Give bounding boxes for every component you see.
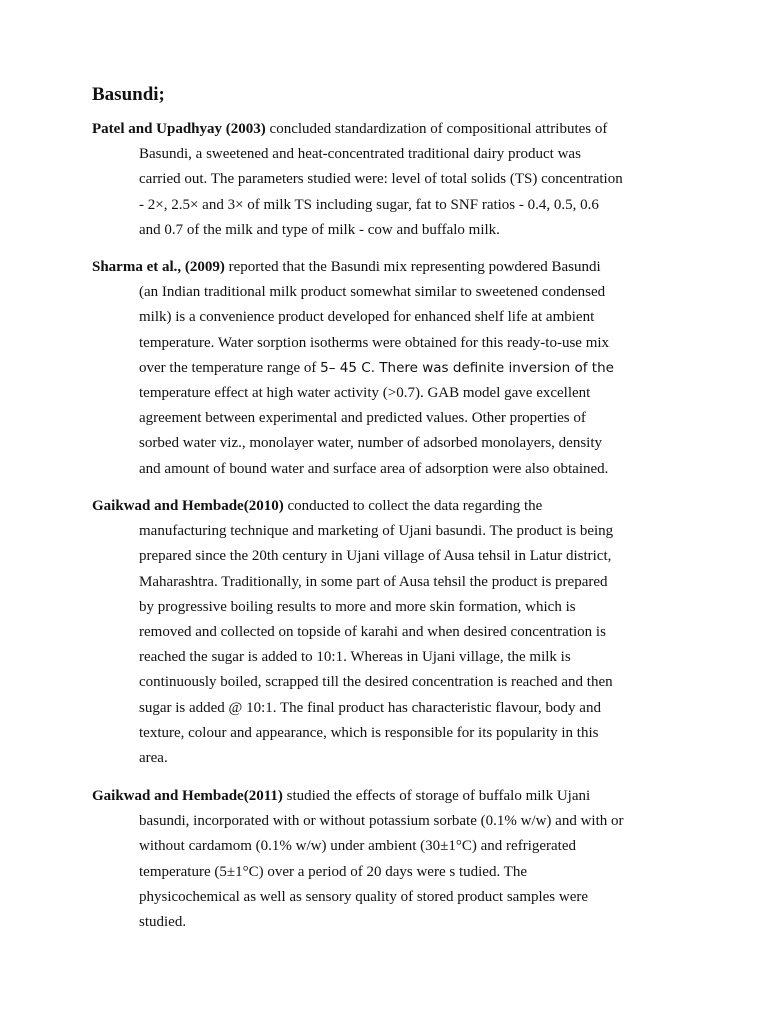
paragraph-line: physicochemical as well as sensory quality of stored product samples were [139, 888, 589, 905]
paragraph-line [92, 784, 652, 809]
paragraph-line: manufacturing technique and marketing of Ujani basundi. The product is being [139, 523, 614, 540]
paragraph-line: sorbed water viz., monolayer water, number of adsorbed monolayers, density [139, 435, 603, 452]
paragraph-line: prepared since the 20th century in Ujani village of Ausa tehsil in Latur district, [139, 548, 612, 565]
paragraph-line [92, 117, 652, 142]
paragraph-line: (an Indian traditional milk product somewhat similar to sweetened condensed [139, 284, 606, 301]
paragraph-line [92, 356, 652, 381]
paragraph-line: removed and collected on topside of karahi and when desired concentration is [139, 623, 606, 640]
paragraph-line: without cardamom (0.1% w/w) under ambient (30±1°C) and refrigerated [139, 838, 577, 855]
paragraph-gaikwad-hembade-2011 [92, 784, 652, 935]
paragraph-patel-upadhyay [92, 117, 652, 243]
paragraph-gaikwad-hembade-2010 [92, 494, 652, 771]
line-text: reported that the Basundi mix representing powdered Basundi [224, 259, 601, 275]
paragraph-line: temperature. Water sorption isotherms were obtained for this ready-to-use mix [139, 334, 610, 351]
paragraph-line: temperature (5±1°C) over a period of 20 days were s tudied. The [139, 863, 527, 880]
paragraph-line: Basundi, a sweetened and heat-concentrated traditional dairy product was [139, 146, 581, 163]
paragraph-line: - 2×, 2.5× and 3× of milk TS including sugar, fat to SNF ratios - 0.4, 0.5, 0.6 [139, 196, 599, 213]
paragraph-line [92, 494, 652, 519]
paragraph-line: texture, colour and appearance, which is responsible for its popularity in this [139, 724, 599, 741]
paragraph-line: and 0.7 of the milk and type of milk - cow and buffalo milk. [139, 221, 500, 238]
line-text: over the temperature range of [139, 359, 321, 376]
paragraph-line: studied. [139, 913, 187, 930]
author-citation: Gaikwad and Hembade(2010) [92, 498, 284, 514]
author-citation: Patel and Upadhyay (2003) [92, 121, 266, 137]
author-citation: Gaikwad and Hembade(2011) [92, 788, 283, 804]
paragraph-line: sugar is added @ 10:1. The final product has characteristic flavour, body and [139, 699, 601, 716]
line-text: studied the effects of storage of buffalo milk Ujani [282, 788, 591, 804]
line-text-sans: 5– 45 C. There was definite inversion of the [320, 359, 614, 376]
paragraph-line: continuously boiled, scrapped till the desired concentration is reached and then [139, 674, 613, 691]
paragraph-line: temperature effect at high water activity (>0.7). GAB model gave excellent [139, 384, 591, 401]
paragraph-line: area. [139, 749, 168, 766]
paragraph-line: basundi, incorporated with or without potassium sorbate (0.1% w/w) and with or [139, 813, 624, 830]
author-citation: Sharma et al., (2009) [92, 259, 225, 275]
paragraph-line: Maharashtra. Traditionally, in some part of Ausa tehsil the product is prepared [139, 573, 608, 590]
paragraph-line: agreement between experimental and predicted values. Other properties of [139, 410, 586, 427]
line-text: conducted to collect the data regarding the [283, 498, 543, 514]
paragraph-sharma [92, 255, 652, 482]
paragraph-line [92, 255, 652, 280]
paragraph-line: and amount of bound water and surface area of adsorption were also obtained. [139, 460, 609, 477]
section-heading: Basundi; [92, 84, 165, 105]
paragraph-line: carried out. The parameters studied were: level of total solids (TS) concentration [139, 171, 623, 188]
line-text: concluded standardization of compositional attributes of [265, 121, 608, 137]
paragraph-line: milk) is a convenience product developed for enhanced shelf life at ambient [139, 309, 595, 326]
paragraph-line: reached the sugar is added to 10:1. Whereas in Ujani village, the milk is [139, 649, 571, 666]
paragraph-line: by progressive boiling results to more and more skin formation, which is [139, 598, 576, 615]
